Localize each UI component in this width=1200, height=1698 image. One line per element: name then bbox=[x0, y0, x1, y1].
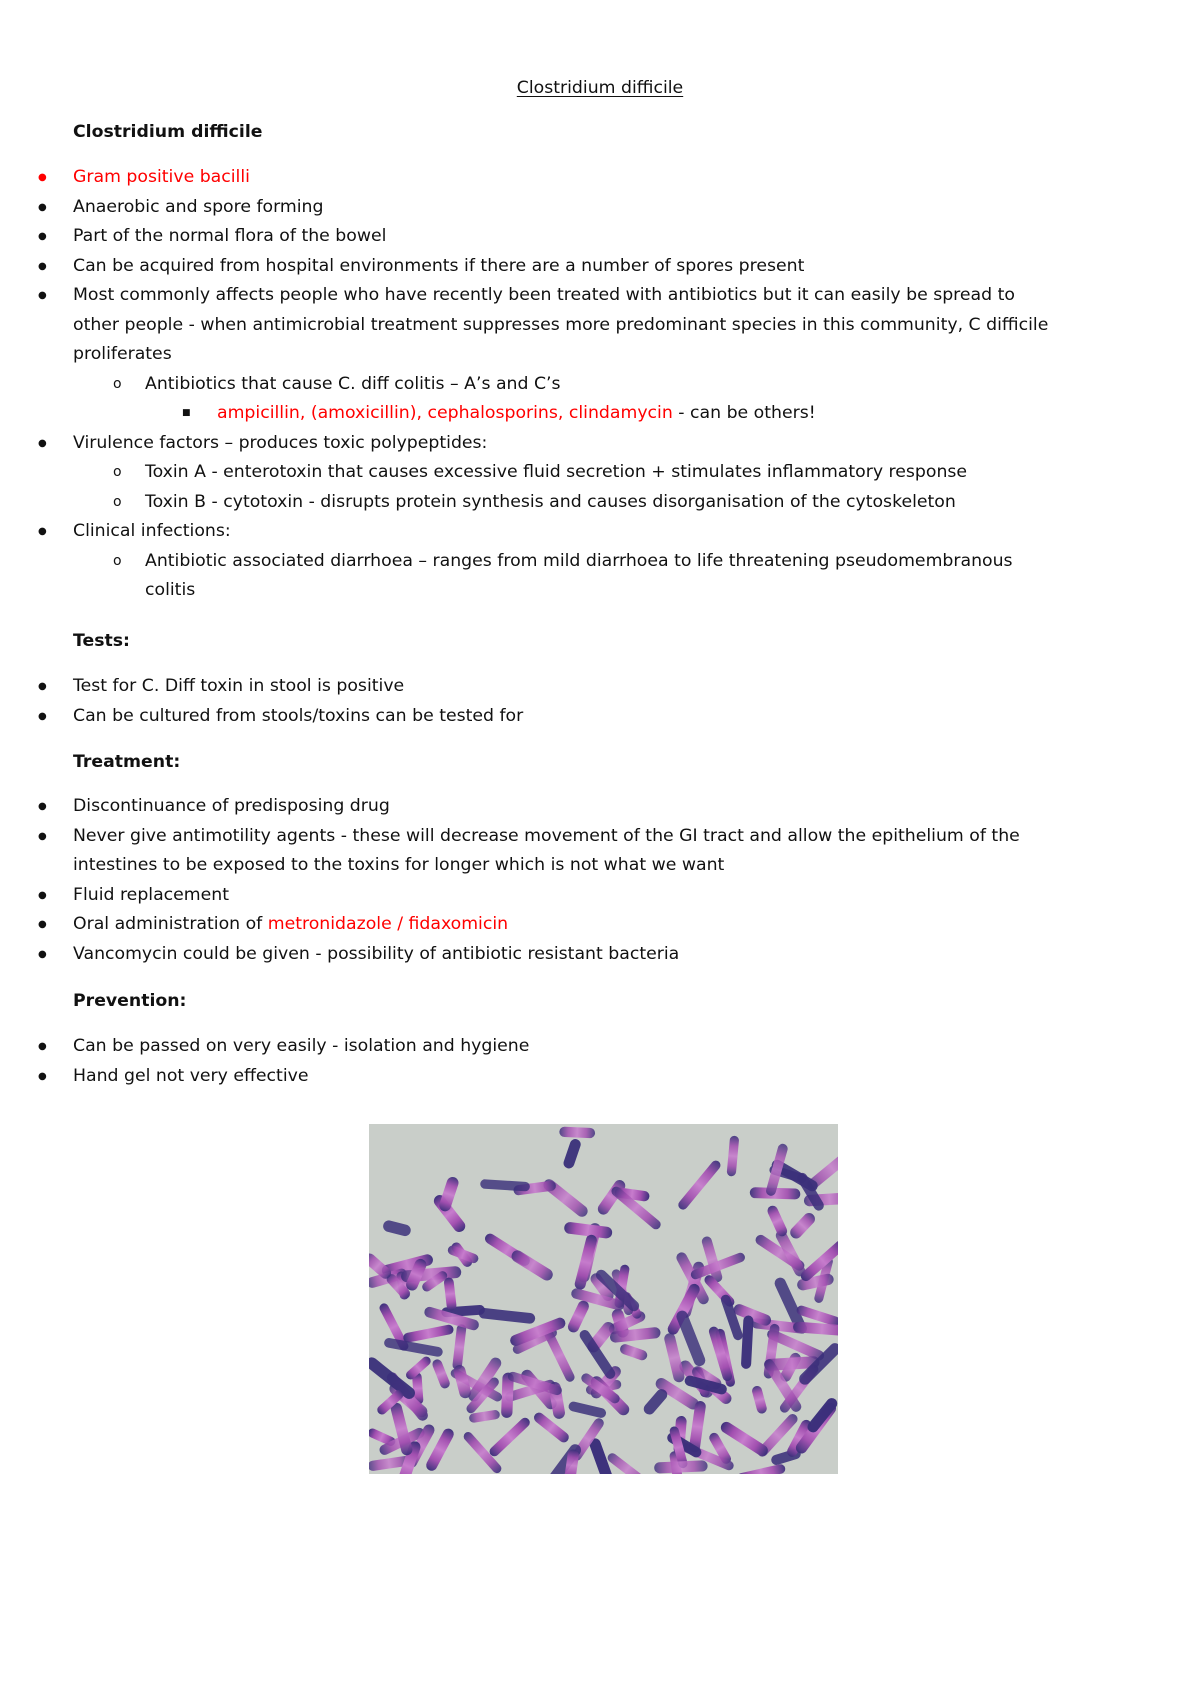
list-item: ● Clinical infections: bbox=[0, 517, 1060, 547]
list-item: ● Can be acquired from hospital environments if there are a number of spores present bbox=[0, 252, 1060, 282]
list-item: o Antibiotics that cause C. diff colitis – A’s and C’s bbox=[0, 370, 1060, 400]
prevention-list bbox=[0, 1032, 1060, 1091]
treatment-list bbox=[0, 792, 1060, 969]
list-item: ● Can be cultured from stools/toxins can be tested for bbox=[0, 702, 1060, 732]
oral-admin-prefix: Oral administration of bbox=[73, 914, 268, 934]
list-item: o Toxin A - enterotoxin that causes excessive fluid secretion + stimulates inflammatory response bbox=[0, 458, 1060, 488]
list-item: ● Can be passed on very easily - isolation and hygiene bbox=[0, 1032, 1060, 1062]
list-item: ● Discontinuance of predisposing drug bbox=[0, 792, 1060, 822]
list-item: ● Vancomycin could be given - possibility of antibiotic resistant bacteria bbox=[0, 940, 1060, 970]
section-heading-tests: Tests: bbox=[73, 631, 130, 651]
list-item: ● Fluid replacement bbox=[0, 881, 1060, 911]
list-item: ● Most commonly affects people who have recently been treated with antibiotics but it can easily be spread to other people - when antimicrobial treatment suppresses more predominant species in this community, C difficile proliferates bbox=[0, 281, 1060, 370]
list-item: ● Test for C. Diff toxin in stool is positive bbox=[0, 672, 1060, 702]
section-heading-overview: Clostridium difficile bbox=[73, 122, 263, 142]
oral-admin-drugs: metronidazole / fidaxomicin bbox=[267, 914, 509, 934]
section-heading-treatment: Treatment: bbox=[73, 752, 181, 772]
bacillus-rod bbox=[654, 1460, 708, 1473]
list-item: ● Never give antimotility agents - these will decrease movement of the GI tract and allow the epithelium of the intestines to be exposed to the toxins for longer which is not what we want bbox=[0, 822, 1060, 881]
list-item bbox=[0, 399, 1060, 429]
list-item: ● Anaerobic and spore forming bbox=[0, 193, 1060, 223]
bacilli-image bbox=[369, 1124, 838, 1474]
tests-list bbox=[0, 672, 1060, 731]
document-title: Clostridium difficile bbox=[516, 78, 684, 98]
list-item: o Toxin B - cytotoxin - disrupts protein synthesis and causes disorganisation of the cytoskeleton bbox=[0, 488, 1060, 518]
list-item: ● Hand gel not very effective bbox=[0, 1062, 1060, 1092]
list-item: ● Part of the normal flora of the bowel bbox=[0, 222, 1060, 252]
antibiotic-names: ampicillin, (amoxicillin), cephalosporins, clindamycin bbox=[217, 403, 673, 423]
antibiotic-note: - can be others! bbox=[672, 403, 816, 423]
list-item: ● Virulence factors – produces toxic polypeptides: bbox=[0, 429, 1060, 459]
gram-stain-micrograph bbox=[369, 1124, 838, 1474]
overview-list bbox=[0, 163, 1060, 606]
list-item bbox=[0, 910, 1060, 940]
list-item: o Antibiotic associated diarrhoea – ranges from mild diarrhoea to life threatening pseudomembranous colitis bbox=[0, 547, 1060, 606]
section-heading-prevention: Prevention: bbox=[73, 991, 187, 1011]
list-item: ● Gram positive bacilli bbox=[0, 163, 1060, 193]
bacillus-rod bbox=[559, 1127, 595, 1139]
